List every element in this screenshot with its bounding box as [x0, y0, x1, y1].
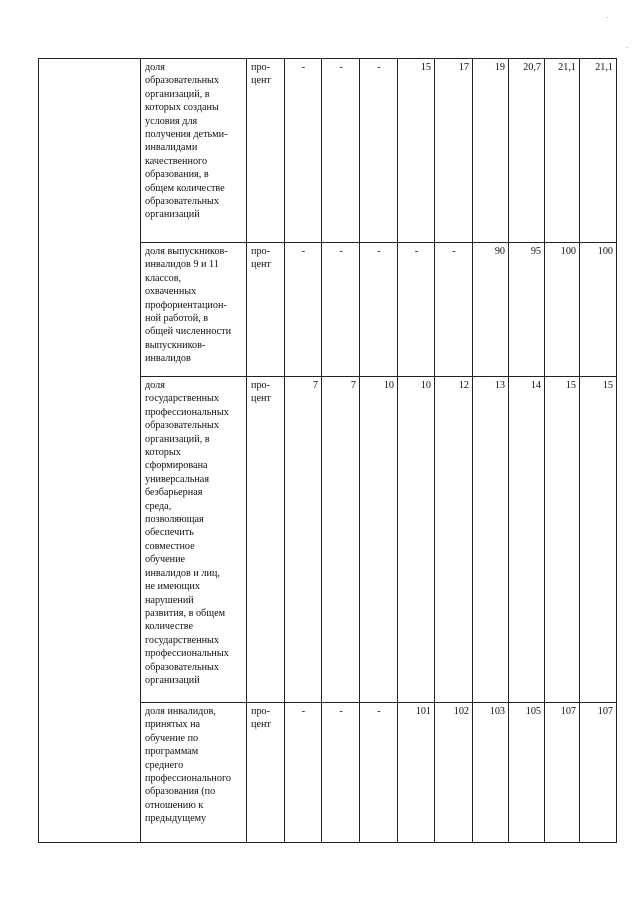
- value-cell: 100: [580, 243, 617, 377]
- value-cell: 101: [398, 703, 435, 843]
- unit-cell: про- цент: [247, 377, 285, 703]
- value-cell: 15: [398, 59, 435, 243]
- value-cell: -: [322, 59, 360, 243]
- scan-mark: ˋ: [626, 46, 629, 54]
- value-cell: 15: [545, 377, 580, 703]
- value-cell: 12: [435, 377, 473, 703]
- value-cell: -: [360, 703, 398, 843]
- value-cell: -: [322, 243, 360, 377]
- unit-cell: про- цент: [247, 59, 285, 243]
- value-cell: -: [285, 703, 322, 843]
- value-cell: 20,7: [509, 59, 545, 243]
- value-cell: 21,1: [545, 59, 580, 243]
- value-cell: -: [360, 59, 398, 243]
- value-cell: 103: [473, 703, 509, 843]
- value-cell: 105: [509, 703, 545, 843]
- value-cell: -: [322, 703, 360, 843]
- value-cell: 15: [580, 377, 617, 703]
- value-cell: 107: [580, 703, 617, 843]
- value-cell: 10: [398, 377, 435, 703]
- unit-cell: про- цент: [247, 243, 285, 377]
- indicator-cell: доля выпускников- инвалидов 9 и 11 классов, охваченных профориентацион- ной работой, в общей численности выпускников- инвалидов: [141, 243, 247, 377]
- value-cell: 14: [509, 377, 545, 703]
- value-cell: 100: [545, 243, 580, 377]
- value-cell: 17: [435, 59, 473, 243]
- value-cell: 10: [360, 377, 398, 703]
- value-cell: 90: [473, 243, 509, 377]
- value-cell: 7: [285, 377, 322, 703]
- empty-column-cell: [39, 59, 141, 843]
- value-cell: 102: [435, 703, 473, 843]
- value-cell: 95: [509, 243, 545, 377]
- indicator-cell: доля инвалидов, принятых на обучение по программам среднего профессионального образования (по отношению к предыдущему: [141, 703, 247, 843]
- value-cell: 107: [545, 703, 580, 843]
- value-cell: 19: [473, 59, 509, 243]
- value-cell: 21,1: [580, 59, 617, 243]
- value-cell: 13: [473, 377, 509, 703]
- value-cell: -: [285, 59, 322, 243]
- value-cell: -: [435, 243, 473, 377]
- scan-mark: ·: [606, 14, 609, 22]
- unit-cell: про- цент: [247, 703, 285, 843]
- indicators-table: [38, 58, 617, 843]
- value-cell: -: [360, 243, 398, 377]
- value-cell: 7: [322, 377, 360, 703]
- value-cell: -: [285, 243, 322, 377]
- value-cell: -: [398, 243, 435, 377]
- indicator-cell: доля государственных профессиональных образовательных организаций, в которых сформирована универсальная безбарьерная среда, позволяющая обеспечить совместное обучение инвалидов и лиц, не имеющих нарушений развития, в общем количестве государственных профессиональных образовательных организаций: [141, 377, 247, 703]
- table-row: [39, 59, 617, 243]
- indicator-cell: доля образовательных организаций, в которых созданы условия для получения детьми- инвалидами качественного образования, в общем количестве образовательных организаций: [141, 59, 247, 243]
